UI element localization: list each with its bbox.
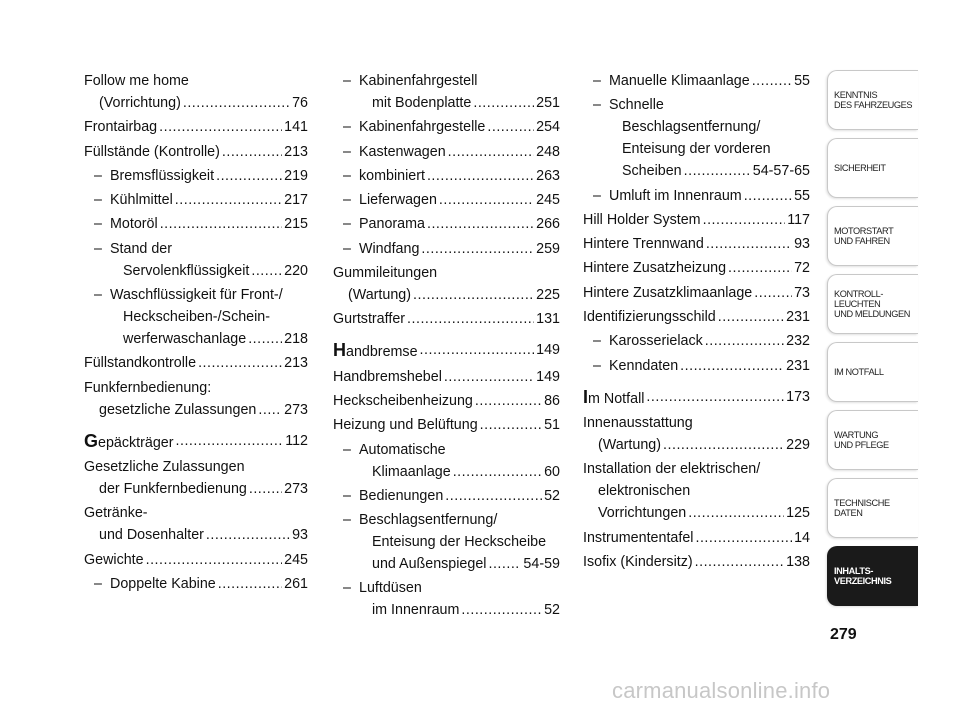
entry-term: im Innenraum bbox=[372, 602, 460, 619]
entry-dash: – bbox=[343, 119, 351, 136]
index-entry bbox=[583, 551, 810, 573]
leader-dots bbox=[445, 485, 542, 507]
leader-dots bbox=[444, 366, 534, 388]
leader-dots bbox=[488, 553, 521, 575]
index-entry bbox=[583, 185, 810, 207]
entry-page[interactable]: 263 bbox=[536, 167, 560, 184]
entry-page[interactable]: 173 bbox=[786, 388, 810, 405]
entry-page[interactable]: 259 bbox=[536, 240, 560, 257]
entry-dash: – bbox=[593, 187, 601, 204]
entry-term: Servolenkflüssigkeit bbox=[123, 262, 250, 279]
entry-term: Frontairbag bbox=[84, 119, 158, 136]
entry-dash: – bbox=[94, 287, 102, 304]
leader-dots bbox=[453, 461, 542, 483]
leader-dots bbox=[646, 386, 784, 410]
entry-term bbox=[583, 386, 644, 410]
index-entry bbox=[583, 386, 810, 410]
entry-term: Schnelle bbox=[609, 97, 664, 114]
index-entry bbox=[84, 430, 308, 454]
leader-dots bbox=[695, 527, 792, 549]
entry-term bbox=[84, 430, 174, 454]
entry-dash: – bbox=[94, 240, 102, 257]
entry-page[interactable]: 220 bbox=[284, 262, 308, 279]
leader-dots bbox=[216, 165, 282, 187]
entry-term-rest: m Notfall bbox=[588, 390, 645, 407]
leader-dots bbox=[249, 478, 282, 500]
leader-dots bbox=[663, 434, 784, 456]
entry-initial: I bbox=[583, 386, 589, 407]
leader-dots bbox=[258, 399, 282, 421]
entry-dash: – bbox=[593, 97, 601, 114]
index-entry bbox=[333, 189, 560, 211]
index-entry bbox=[84, 189, 308, 211]
entry-term: Windfang bbox=[359, 240, 420, 257]
index-entry bbox=[583, 209, 810, 231]
leader-dots bbox=[175, 189, 282, 211]
index-entry bbox=[84, 456, 308, 500]
entry-dash: – bbox=[94, 575, 102, 592]
entry-dash: – bbox=[593, 357, 601, 374]
entry-term: (Wartung) bbox=[348, 287, 412, 304]
entry-term: elektronischen bbox=[598, 483, 691, 500]
index-entry bbox=[84, 502, 308, 546]
entry-dash: – bbox=[94, 216, 102, 233]
index-entry bbox=[583, 412, 810, 456]
entry-page[interactable]: 251 bbox=[536, 95, 560, 111]
entry-term: Beschlagsentfernung/ bbox=[622, 119, 761, 136]
index-entry bbox=[333, 308, 560, 330]
entry-page[interactable]: 231 bbox=[786, 357, 810, 374]
entry-term: Identifizierungsschild bbox=[583, 309, 716, 326]
entry-initial: H bbox=[333, 340, 346, 361]
leader-dots bbox=[427, 213, 534, 235]
entry-dash: – bbox=[343, 216, 351, 233]
entry-initial: G bbox=[84, 430, 99, 451]
index-entry bbox=[333, 339, 560, 363]
leader-dots bbox=[688, 502, 784, 524]
leader-dots bbox=[705, 330, 784, 352]
entry-term: Doppelte Kabine bbox=[110, 575, 216, 592]
leader-dots bbox=[218, 573, 282, 595]
entry-term: Scheiben bbox=[622, 163, 682, 180]
entry-page[interactable]: 254 bbox=[536, 119, 560, 136]
entry-term: und Außenspiegel bbox=[372, 556, 487, 573]
entry-dash: – bbox=[593, 333, 601, 350]
index-entry bbox=[333, 577, 560, 621]
entry-page[interactable]: 86 bbox=[544, 392, 560, 409]
entry-dash: – bbox=[343, 512, 351, 529]
leader-dots bbox=[680, 355, 784, 377]
entry-term: Kenndaten bbox=[609, 357, 679, 374]
index-entry bbox=[583, 257, 810, 279]
chapter-tab-label: MOTORSTART UND FAHREN bbox=[834, 226, 894, 246]
leader-dots bbox=[487, 116, 534, 138]
chapter-tabs bbox=[827, 70, 918, 614]
entry-term: Beschlagsentfernung/ bbox=[359, 512, 498, 529]
chapter-tab[interactable] bbox=[827, 342, 918, 402]
index-entry bbox=[333, 485, 560, 507]
entry-page[interactable]: 219 bbox=[284, 167, 308, 184]
entry-dash: – bbox=[343, 240, 351, 257]
entry-page[interactable]: 131 bbox=[536, 311, 560, 328]
entry-term: Kastenwagen bbox=[359, 143, 446, 160]
entry-term: Gesetzliche Zulassungen bbox=[84, 458, 245, 475]
index-entry bbox=[84, 213, 308, 235]
entry-term: Funkfernbedienung: bbox=[84, 379, 212, 396]
entry-term: Hintere Trennwand bbox=[583, 236, 704, 253]
index-column-3 bbox=[583, 70, 810, 575]
index-entry bbox=[84, 549, 308, 571]
chapter-tab-label: KENNTNIS DES FAHRZEUGES bbox=[834, 90, 913, 110]
index-entry bbox=[583, 70, 810, 92]
entry-page[interactable]: 273 bbox=[284, 401, 308, 418]
entry-term: Kabinenfahrgestell bbox=[359, 73, 478, 89]
entry-dash: – bbox=[343, 487, 351, 504]
index-entry bbox=[84, 238, 308, 282]
entry-term: Lieferwagen bbox=[359, 192, 437, 209]
entry-dash: – bbox=[343, 73, 351, 89]
chapter-tab-label: IM NOTFALL bbox=[834, 367, 884, 377]
index-entry bbox=[333, 262, 560, 306]
entry-page[interactable]: 232 bbox=[786, 333, 810, 350]
index-column-2 bbox=[333, 70, 560, 624]
entry-term: Handbremshebel bbox=[333, 368, 442, 385]
entry-page[interactable]: 213 bbox=[284, 143, 308, 160]
entry-page[interactable]: 218 bbox=[284, 331, 308, 348]
entry-term: Karosserielack bbox=[609, 333, 703, 350]
entry-term: Gewichte bbox=[84, 551, 144, 568]
index-entry bbox=[583, 282, 810, 304]
entry-term: Klimaanlage bbox=[372, 463, 451, 480]
entry-page[interactable]: 14 bbox=[794, 529, 810, 546]
entry-dash: – bbox=[343, 143, 351, 160]
entry-term: Motoröl bbox=[110, 216, 158, 233]
entry-page[interactable]: 248 bbox=[536, 143, 560, 160]
entry-page[interactable]: 55 bbox=[794, 73, 810, 89]
index-entry bbox=[84, 116, 308, 138]
entry-term: (Vorrichtung) bbox=[99, 95, 181, 111]
entry-page[interactable]: 52 bbox=[544, 487, 560, 504]
entry-term bbox=[333, 339, 418, 363]
entry-term: und Dosenhalter bbox=[99, 527, 204, 544]
index-entry bbox=[333, 439, 560, 483]
leader-dots bbox=[420, 339, 535, 363]
entry-term: Gurtstraffer bbox=[333, 311, 406, 328]
entry-page[interactable]: 149 bbox=[536, 368, 560, 385]
entry-term: werferwaschanlage bbox=[123, 331, 247, 348]
index-entry bbox=[84, 352, 308, 374]
page-number: 279 bbox=[830, 626, 857, 643]
leader-dots bbox=[703, 209, 786, 231]
leader-dots bbox=[160, 213, 282, 235]
entry-page[interactable]: 60 bbox=[544, 463, 560, 480]
entry-term: mit Bodenplatte bbox=[372, 95, 472, 111]
leader-dots bbox=[728, 257, 792, 279]
index-entry bbox=[333, 509, 560, 575]
entry-page[interactable]: 149 bbox=[536, 342, 560, 359]
entry-term: Enteisung der Heckscheibe bbox=[372, 534, 547, 551]
leader-dots bbox=[198, 352, 282, 374]
entry-term: Luftdüsen bbox=[359, 580, 422, 597]
leader-dots bbox=[744, 185, 792, 207]
leader-dots bbox=[754, 282, 792, 304]
entry-term: Umluft im Innenraum bbox=[609, 187, 742, 204]
entry-page[interactable]: 231 bbox=[786, 309, 810, 326]
chapter-tab[interactable] bbox=[827, 410, 918, 470]
watermark: carmanualsonline.info bbox=[612, 678, 831, 703]
index-entry bbox=[333, 165, 560, 187]
index-entry bbox=[84, 165, 308, 187]
entry-page[interactable]: 54-59 bbox=[523, 556, 560, 573]
entry-term: Getränke- bbox=[84, 505, 148, 522]
entry-dash: – bbox=[343, 167, 351, 184]
entry-dash: – bbox=[343, 580, 351, 597]
leader-dots bbox=[718, 306, 784, 328]
entry-term: Follow me home bbox=[84, 73, 189, 89]
index-entry bbox=[583, 306, 810, 328]
entry-term: Instrumententafel bbox=[583, 529, 694, 546]
index-entry bbox=[583, 233, 810, 255]
entry-dash: – bbox=[94, 192, 102, 209]
entry-dash: – bbox=[343, 441, 351, 458]
leader-dots bbox=[248, 328, 282, 350]
chapter-tab-label: INHALTS- VERZEICHNIS bbox=[834, 566, 892, 586]
leader-dots bbox=[439, 189, 534, 211]
entry-term: Bremsflüssigkeit bbox=[110, 167, 215, 184]
chapter-tab-label: SICHERHEIT bbox=[834, 163, 886, 173]
index-entry bbox=[333, 116, 560, 138]
chapter-tab-label: WARTUNG UND PFLEGE bbox=[834, 430, 889, 450]
entry-page[interactable]: 229 bbox=[786, 436, 810, 453]
entry-page[interactable]: 217 bbox=[284, 192, 308, 209]
entry-term: Kabinenfahrgestelle bbox=[359, 119, 486, 136]
leader-dots bbox=[183, 92, 290, 114]
leader-dots bbox=[146, 549, 283, 571]
entry-term: Hintere Zusatzklimaanlage bbox=[583, 284, 753, 301]
entry-page[interactable]: 125 bbox=[786, 505, 810, 522]
leader-dots bbox=[473, 92, 534, 114]
index-entry bbox=[583, 527, 810, 549]
entry-term: kombiniert bbox=[359, 167, 425, 184]
entry-page[interactable]: 225 bbox=[536, 287, 560, 304]
entry-page[interactable]: 261 bbox=[284, 575, 308, 592]
entry-page[interactable]: 138 bbox=[786, 553, 810, 570]
chapter-tab[interactable] bbox=[827, 206, 918, 266]
entry-page[interactable]: 55 bbox=[794, 187, 810, 204]
entry-term-rest: andbremse bbox=[346, 344, 418, 361]
chapter-tab[interactable] bbox=[827, 274, 918, 334]
entry-page[interactable]: 245 bbox=[536, 192, 560, 209]
entry-term: Heckscheiben-/Schein- bbox=[123, 309, 271, 326]
index-entry bbox=[333, 213, 560, 235]
leader-dots bbox=[480, 414, 542, 436]
index-entry bbox=[333, 70, 560, 114]
entry-dash: – bbox=[94, 167, 102, 184]
entry-term: Gummileitungen bbox=[333, 265, 438, 282]
leader-dots bbox=[407, 308, 534, 330]
entry-page[interactable]: 245 bbox=[284, 551, 308, 568]
entry-term: Waschflüssigkeit für Front-/ bbox=[110, 287, 283, 304]
index-entry bbox=[333, 390, 560, 412]
leader-dots bbox=[159, 116, 282, 138]
entry-term: Füllstände (Kontrolle) bbox=[84, 143, 220, 160]
index-entry bbox=[333, 414, 560, 436]
entry-page[interactable]: 141 bbox=[284, 119, 308, 136]
chapter-tab-label: KONTROLL- LEUCHTEN UND MELDUNGEN bbox=[834, 289, 910, 319]
index-entry bbox=[333, 366, 560, 388]
entry-page[interactable]: 73 bbox=[794, 284, 810, 301]
leader-dots bbox=[752, 70, 792, 92]
leader-dots bbox=[251, 260, 282, 282]
index-entry bbox=[583, 330, 810, 352]
entry-term: Hill Holder System bbox=[583, 211, 701, 228]
leader-dots bbox=[222, 141, 282, 163]
leader-dots bbox=[475, 390, 542, 412]
leader-dots bbox=[448, 141, 535, 163]
entry-page[interactable]: 215 bbox=[284, 216, 308, 233]
leader-dots bbox=[206, 524, 290, 546]
entry-page[interactable]: 266 bbox=[536, 216, 560, 233]
leader-dots bbox=[176, 430, 284, 454]
entry-term: Enteisung der vorderen bbox=[622, 141, 771, 158]
index-entry bbox=[583, 94, 810, 182]
leader-dots bbox=[413, 284, 534, 306]
entry-term: Vorrichtungen bbox=[598, 505, 687, 522]
entry-term: gesetzliche Zulassungen bbox=[99, 401, 257, 418]
chapter-tab[interactable] bbox=[827, 70, 918, 130]
index-entry bbox=[84, 70, 308, 114]
index-entry bbox=[84, 573, 308, 595]
index-entry bbox=[333, 238, 560, 260]
entry-page[interactable]: 51 bbox=[544, 417, 560, 434]
chapter-tab[interactable] bbox=[827, 478, 918, 538]
entry-term: Automatische bbox=[359, 441, 446, 458]
entry-term: Innenausstattung bbox=[583, 414, 693, 431]
chapter-tab[interactable] bbox=[827, 138, 918, 198]
entry-page[interactable]: 213 bbox=[284, 355, 308, 372]
leader-dots bbox=[427, 165, 534, 187]
entry-term: Heckscheibenheizung bbox=[333, 392, 473, 409]
entry-page[interactable]: 52 bbox=[544, 602, 560, 619]
entry-term: Installation der elektrischen/ bbox=[583, 461, 761, 478]
entry-term: Füllstandkontrolle bbox=[84, 355, 197, 372]
entry-term: Isofix (Kindersitz) bbox=[583, 553, 693, 570]
leader-dots bbox=[684, 160, 751, 182]
index-entry bbox=[84, 284, 308, 350]
entry-term: Heizung und Belüftung bbox=[333, 417, 478, 434]
entry-dash: – bbox=[593, 73, 601, 89]
entry-term: (Wartung) bbox=[598, 436, 662, 453]
chapter-tab-label: TECHNISCHE DATEN bbox=[834, 498, 890, 518]
entry-term: Manuelle Klimaanlage bbox=[609, 73, 750, 89]
entry-dash: – bbox=[343, 192, 351, 209]
entry-page[interactable]: 72 bbox=[794, 260, 810, 277]
entry-term: Kühlmittel bbox=[110, 192, 173, 209]
entry-term: Panorama bbox=[359, 216, 425, 233]
index-column-1 bbox=[84, 70, 308, 597]
entry-page[interactable]: 93 bbox=[794, 236, 810, 253]
leader-dots bbox=[421, 238, 534, 260]
entry-page[interactable]: 117 bbox=[787, 211, 810, 228]
entry-page[interactable]: 273 bbox=[284, 480, 308, 497]
index-entry bbox=[84, 377, 308, 421]
entry-term: Bedienungen bbox=[359, 487, 444, 504]
index-entry bbox=[583, 355, 810, 377]
index-entry bbox=[333, 141, 560, 163]
leader-dots bbox=[461, 599, 542, 621]
entry-term: Hintere Zusatzheizung bbox=[583, 260, 727, 277]
chapter-tab[interactable] bbox=[827, 546, 918, 606]
entry-page[interactable]: 54-57-65 bbox=[752, 163, 810, 180]
entry-term: Stand der bbox=[110, 240, 172, 257]
entry-page[interactable]: 93 bbox=[292, 527, 308, 544]
index-entry bbox=[583, 458, 810, 524]
leader-dots bbox=[695, 551, 785, 573]
index-entry bbox=[84, 141, 308, 163]
entry-page[interactable]: 112 bbox=[285, 432, 308, 449]
entry-term-rest: epäckträger bbox=[98, 434, 174, 451]
entry-page[interactable]: 76 bbox=[292, 95, 308, 111]
leader-dots bbox=[706, 233, 792, 255]
entry-term: der Funkfernbedienung bbox=[99, 480, 247, 497]
